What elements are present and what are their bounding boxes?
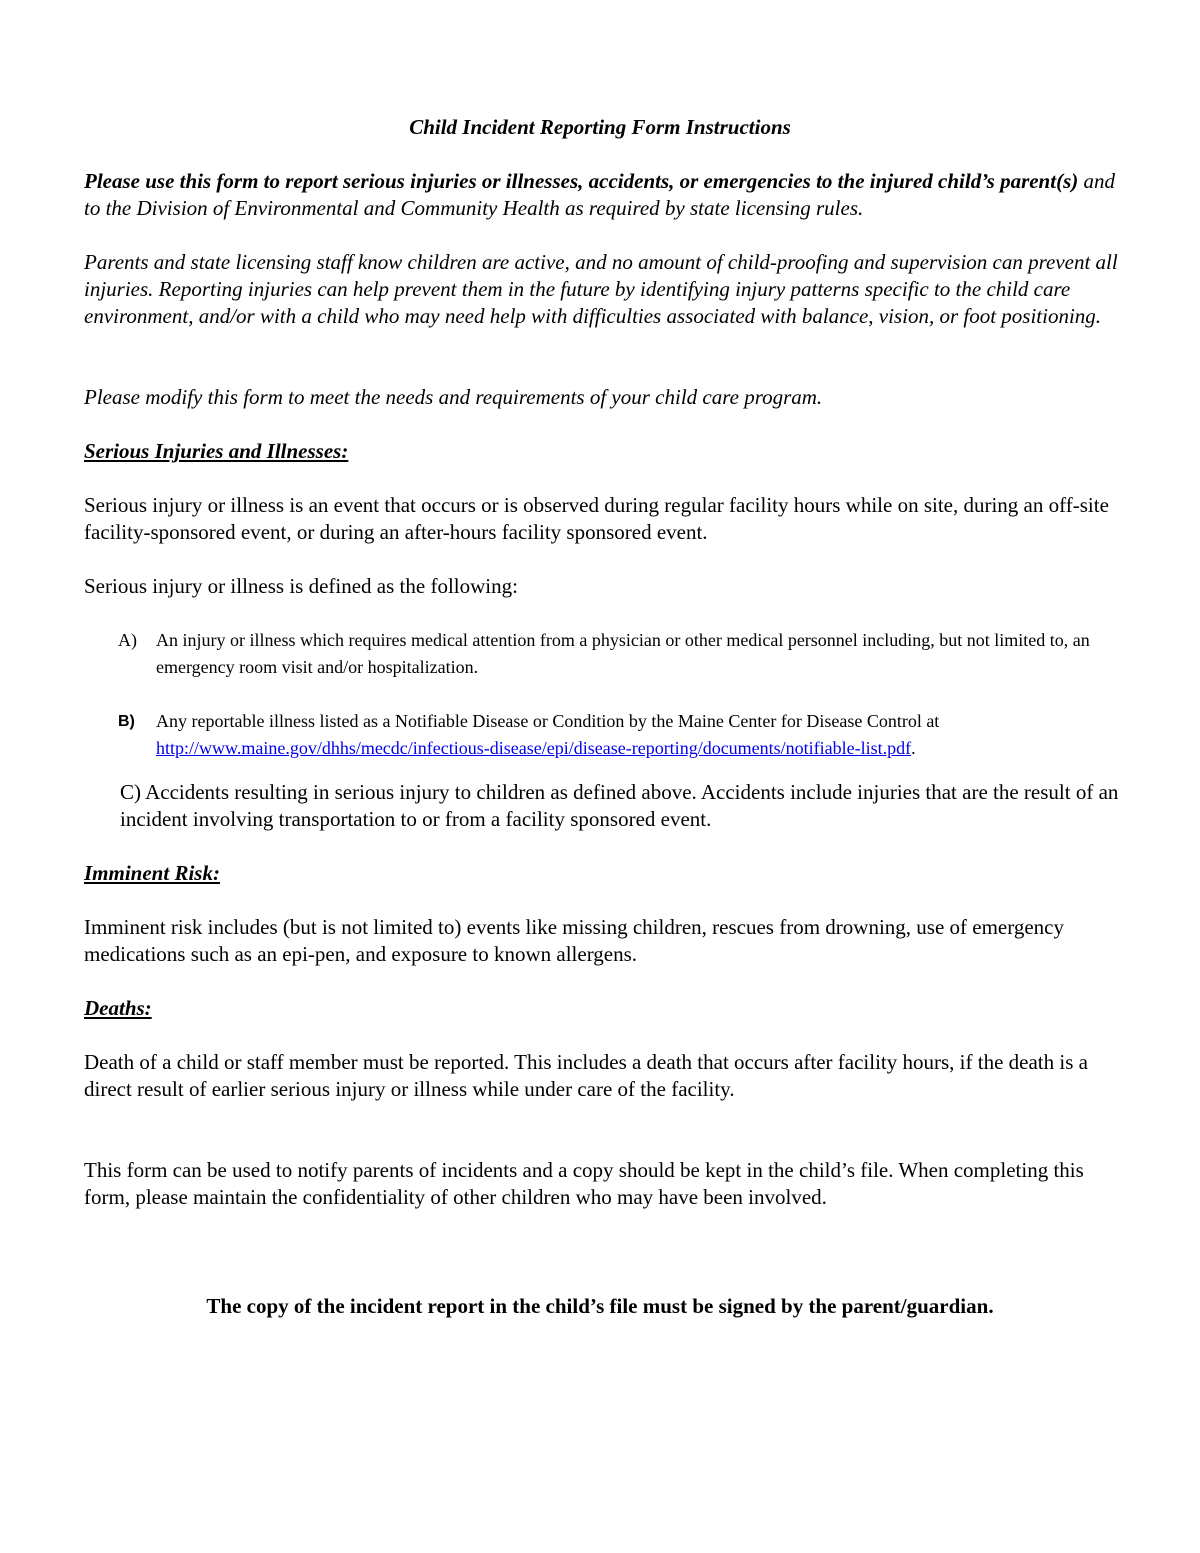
list-item-c: C) Accidents resulting in serious injury to children as defined above. Accidents include injuries that are the result of an incident involving transportation to or from a facility sponsored event. <box>120 780 1119 831</box>
imminent-risk-heading: Imminent Risk: <box>84 861 220 885</box>
modify-paragraph: Please modify this form to meet the needs and requirements of your child care program. <box>84 385 823 409</box>
list-item-a-text: An injury or illness which requires medical attention from a physician or other medical personnel including, but not limited to, an emergency room visit and/or hospitalization. <box>156 630 1090 677</box>
list-item-b-text: Any reportable illness listed as a Notifiable Disease or Condition by the Maine Center for Disease Control at <box>156 711 940 731</box>
document-title: Child Incident Reporting Form Instructions <box>409 115 791 139</box>
serious-injuries-heading: Serious Injuries and Illnesses: <box>84 439 349 463</box>
parents-paragraph: Parents and state licensing staff know children are active, and no amount of child-proofing and supervision can prevent all injuries. Reporting injuries can help prevent them in the future by identifying injury patterns specific to the child care environment, and/or with a child who may need help with difficulties associated with balance, vision, or foot positioning. <box>84 250 1118 328</box>
list-marker-a: A) <box>118 630 137 650</box>
intro-bold-text: Please use this form to report serious injuries or illnesses, accidents, or emergencies to the injured child’s parent(s) <box>84 169 1079 193</box>
list-item-a <box>118 627 1116 681</box>
deaths-heading: Deaths: <box>84 996 152 1020</box>
imminent-risk-paragraph: Imminent risk includes (but is not limited to) events like missing children, rescues from drowning, use of emergency medications such as an epi-pen, and exposure to known allergens. <box>84 915 1064 966</box>
intro-paragraph <box>84 168 1124 222</box>
serious-list-intro: Serious injury or illness is defined as the following: <box>84 574 518 598</box>
list-item-b-end: . <box>911 738 916 758</box>
list-item-b <box>118 708 1116 762</box>
signature-requirement-note: The copy of the incident report in the child’s file must be signed by the parent/guardian. <box>206 1294 994 1318</box>
intro-rest-text: and to the Division of Environmental and Community Health as required by state licensing rules. <box>84 169 1115 220</box>
deaths-paragraph: Death of a child or staff member must be reported. This includes a death that occurs after facility hours, if the death is a direct result of earlier serious injury or illness while under care of the facility. <box>84 1050 1088 1101</box>
notify-paragraph: This form can be used to notify parents of incidents and a copy should be kept in the child’s file. When completing this form, please maintain the confidentiality of other children who may have been involved. <box>84 1158 1084 1209</box>
serious-definition-paragraph: Serious injury or illness is an event that occurs or is observed during regular facility hours while on site, during an off-site facility-sponsored event, or during an after-hours facility sponsored event. <box>84 493 1109 544</box>
list-marker-b: B) <box>118 713 135 730</box>
notifiable-list-link[interactable]: http://www.maine.gov/dhhs/mecdc/infectious-disease/epi/disease-reporting/documents/notifiable-list.pdf <box>156 738 912 758</box>
